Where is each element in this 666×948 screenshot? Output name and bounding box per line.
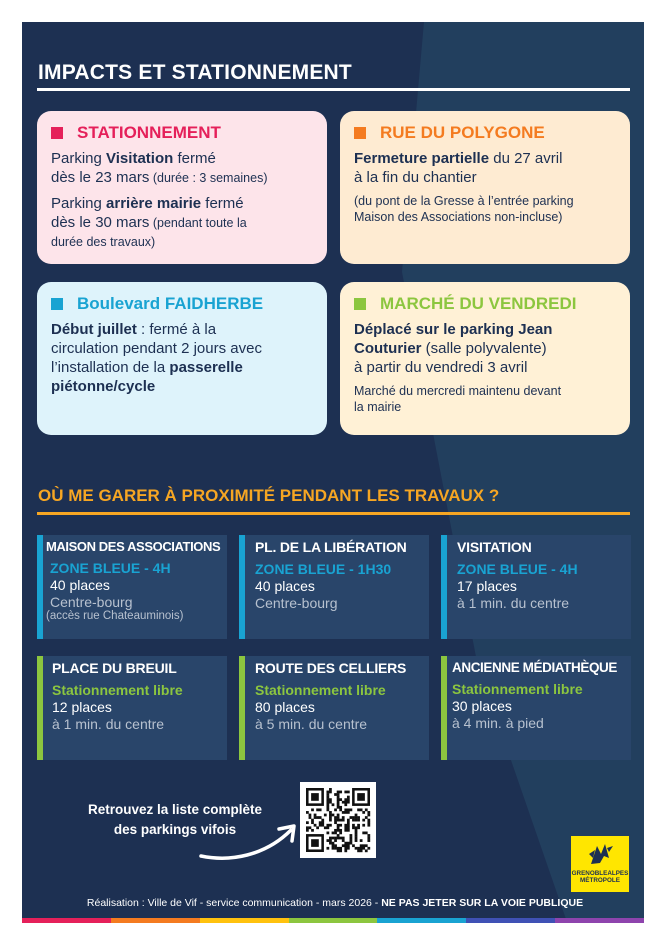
green-square-icon <box>354 298 366 310</box>
parking-pl-de-la-liberation: PL. DE LA LIBÉRATION ZONE BLEUE - 1H30 40 places Centre-bourg <box>239 535 429 639</box>
orange-square-icon <box>354 127 366 139</box>
parking-ancienne-mediatheque: ANCIENNE MÉDIATHÈQUE Stationnement libre 30 places à 4 min. à pied <box>441 656 631 760</box>
card-boulevard-faidherbe: Boulevard FAIDHERBE Début juillet : fermé à la circulation pendant 2 jours avec l’installation de la passerelle piétonne/cycle <box>37 282 327 435</box>
card-rue-du-polygone: RUE DU POLYGONE Fermeture partielle du 27 avril à la fin du chantier (du pont de la Gresse à l’entrée parking Maison des Associations non-incluse) <box>340 111 630 264</box>
red-square-icon <box>51 127 63 139</box>
page-title: IMPACTS ET STATIONNEMENT <box>38 61 352 84</box>
card-marche-du-vendredi: MARCHÉ DU VENDREDI Déplacé sur le parking Jean Couturier (salle polyvalente) à partir du vendredi 3 avril Marché du mercredi maintenu devant la mairie <box>340 282 630 435</box>
card-title: MARCHÉ DU VENDREDI <box>380 294 577 313</box>
cyan-square-icon <box>51 298 63 310</box>
parking-route-des-celliers: ROUTE DES CELLIERS Stationnement libre 80 places à 5 min. du centre <box>239 656 429 760</box>
parking-place-du-breuil: PLACE DU BREUIL Stationnement libre 12 places à 1 min. du centre <box>37 656 227 760</box>
footer-credits: Réalisation : Ville de Vif - service communication - mars 2026 - NE PAS JETER SUR LA VOIE PUBLIQUE <box>86 897 584 909</box>
section-underline <box>37 512 630 515</box>
card-title: RUE DU POLYGONE <box>380 123 545 142</box>
title-underline <box>37 88 630 91</box>
card-title: STATIONNEMENT <box>77 123 221 142</box>
card-title: Boulevard FAIDHERBE <box>77 294 264 313</box>
grenoble-alpes-metropole-logo: GRENOBLEALPES MÉTROPOLE <box>571 836 629 892</box>
qr-code-image <box>300 782 376 858</box>
card-stationnement: STATIONNEMENT Parking Visitation fermé dès le 23 mars (durée : 3 semaines) Parking arrière mairie fermé dès le 30 mars (pendant toute la durée des travaux) <box>37 111 327 264</box>
qr-code[interactable] <box>300 782 376 858</box>
section-title: OÙ ME GARER À PROXIMITÉ PENDANT LES TRAVAUX ? <box>38 486 500 505</box>
metropole-logo-icon <box>571 836 629 870</box>
parking-visitation: VISITATION ZONE BLEUE - 4H 17 places à 1 min. du centre <box>441 535 631 639</box>
color-stripe <box>22 918 644 923</box>
curved-arrow-icon <box>195 816 305 862</box>
parking-maison-des-associations: MAISON DES ASSOCIATIONS ZONE BLEUE - 4H 40 places Centre-bourg (accès rue Chateauminois) <box>37 535 227 639</box>
parkings-list-caption: Retrouvez la liste complète des parkings vifois <box>87 802 263 837</box>
